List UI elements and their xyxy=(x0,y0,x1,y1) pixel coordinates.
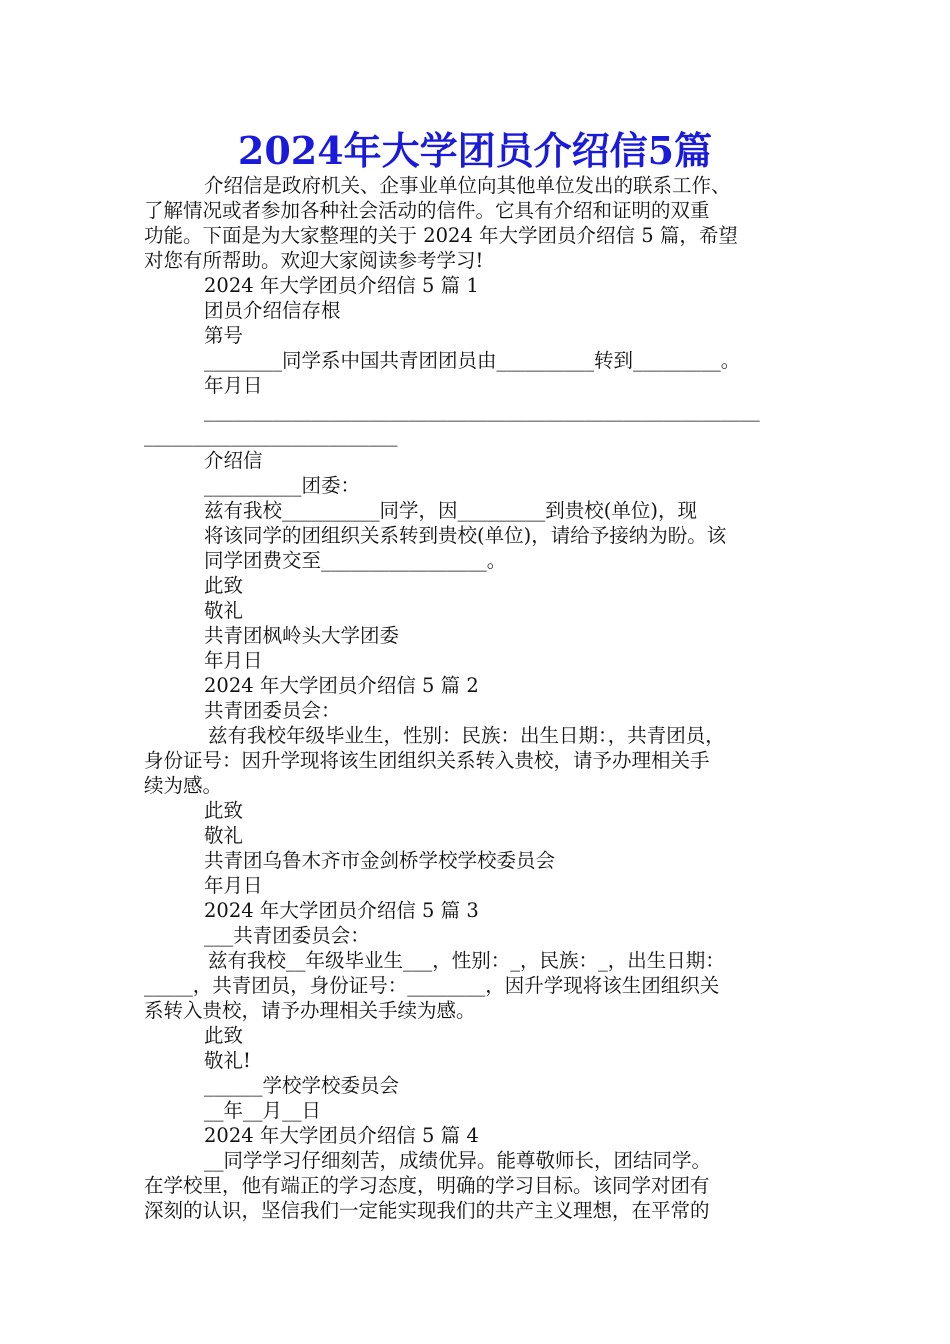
letter2-body-2: 身份证号：因升学现将该生团组织关系转入贵校，请予办理相关手 xyxy=(144,749,710,772)
letter3-body-3: 系转入贵校，请予办理相关手续为感。 xyxy=(144,999,476,1022)
letter2-heading: 2024 年大学团员介绍信 5 篇 2 xyxy=(204,674,479,697)
intro-line-4: 对您有所帮助。欢迎大家阅读参考学习! xyxy=(144,249,484,272)
letter3-signature: ______学校学校委员会 xyxy=(204,1074,400,1097)
letter2-closing-2: 敬礼 xyxy=(204,824,244,847)
letter2-body-3: 续为感。 xyxy=(144,774,223,797)
letter4-heading: 2024 年大学团员介绍信 5 篇 4 xyxy=(204,1124,479,1147)
letter2-closing-1: 此致 xyxy=(204,799,244,822)
letter1-closing-1: 此致 xyxy=(204,574,244,597)
intro-line-3: 功能。下面是为大家整理的关于 2024 年大学团员介绍信 5 篇，希望 xyxy=(144,224,738,247)
letter1-body-3: 同学团费交至_________________。 xyxy=(204,549,507,572)
letter3-closing-1: 此致 xyxy=(204,1024,244,1047)
letter1-salutation: __________团委： xyxy=(204,474,361,497)
letter4-body-1: __同学学习仔细刻苦，成绩优异。能尊敬师长，团结同学。 xyxy=(204,1149,712,1172)
letter2-salutation: 共青团委员会： xyxy=(204,699,341,722)
letter2-body-1: 兹有我校年级毕业生，性别：民族：出生日期：，共青团员， xyxy=(208,724,725,747)
letter3-date: __年__月__日 xyxy=(204,1099,322,1122)
letter3-closing-2: 敬礼! xyxy=(204,1049,251,1072)
letter1-signature: 共青团枫岭头大学团委 xyxy=(204,624,400,647)
document-title: 2024年大学团员介绍信5篇 xyxy=(237,128,713,173)
letter2-signature: 共青团乌鲁木齐市金剑桥学校学校委员会 xyxy=(204,849,556,872)
letter3-salutation: ___共青团委员会： xyxy=(204,924,370,947)
letter1-heading: 2024 年大学团员介绍信 5 篇 1 xyxy=(204,274,479,297)
letter1-body-2: 将该同学的团组织关系转到贵校(单位)，请给予接纳为盼。该 xyxy=(204,524,727,547)
letter2-date: 年月日 xyxy=(204,874,263,897)
letter1-separator-1: _________________________________________________________ xyxy=(204,399,760,422)
letter1-stub-title: 团员介绍信存根 xyxy=(204,299,341,322)
letter4-body-2: 在学校里，他有端正的学习态度，明确的学习目标。该同学对团有 xyxy=(144,1174,710,1197)
letter3-body-2: _____，共青团员，身份证号：________，因升学现将该生团组织关 xyxy=(144,974,720,997)
letter1-number-label: 第号 xyxy=(204,324,244,347)
letter1-separator-2: __________________________ xyxy=(144,424,398,447)
letter4-body-3: 深刻的认识，坚信我们一定能实现我们的共产主义理想，在平常的 xyxy=(144,1199,710,1222)
letter1-title: 介绍信 xyxy=(204,449,263,472)
letter3-body-1: 兹有我校__年级毕业生___，性别：_，民族：_，出生日期： xyxy=(208,949,725,972)
letter1-stub-date: 年月日 xyxy=(204,374,263,397)
letter3-heading: 2024 年大学团员介绍信 5 篇 3 xyxy=(204,899,479,922)
letter1-stub-body: ________同学系中国共青团团员由__________转到_________。 xyxy=(204,349,741,372)
intro-line-1: 介绍信是政府机关、企事业单位向其他单位发出的联系工作、 xyxy=(204,174,731,197)
letter1-date: 年月日 xyxy=(204,649,263,672)
intro-line-2: 了解情况或者参加各种社会活动的信件。它具有介绍和证明的双重 xyxy=(144,199,710,222)
letter1-closing-2: 敬礼 xyxy=(204,599,244,622)
letter1-body-1: 兹有我校__________同学，因_________到贵校(单位)，现 xyxy=(204,499,697,522)
